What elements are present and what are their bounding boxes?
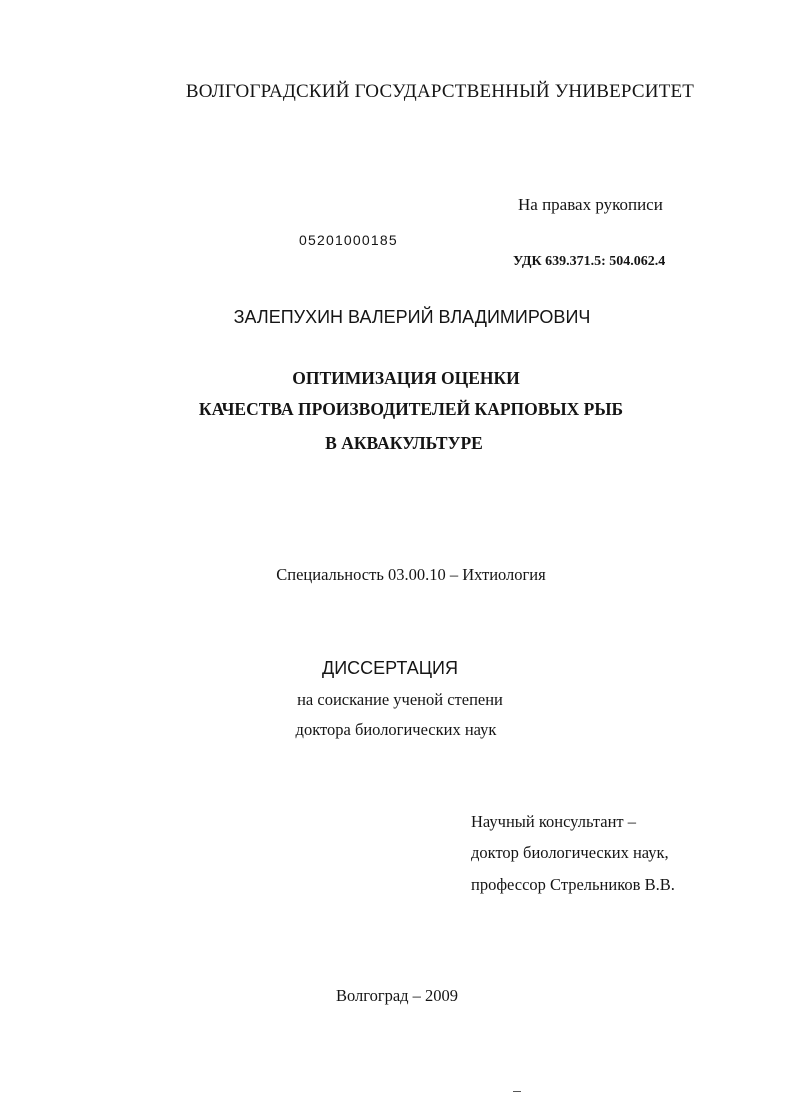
university-name: ВОЛГОГРАДСКИЙ ГОСУДАРСТВЕННЫЙ УНИВЕРСИТЕТ bbox=[185, 81, 695, 102]
scan-artifact bbox=[513, 1091, 521, 1092]
author-name: ЗАЛЕПУХИН ВАЛЕРИЙ ВЛАДИМИРОВИЧ bbox=[233, 307, 591, 327]
dissertation-title-line-3: В АКВАКУЛЬТУРЕ bbox=[325, 433, 483, 453]
city-year: Волгоград – 2009 bbox=[335, 986, 459, 1005]
manuscript-rights-note: На правах рукописи bbox=[518, 195, 663, 214]
consultant-line-2: доктор биологических наук, bbox=[471, 843, 669, 862]
dissertation-label: ДИССЕРТАЦИЯ bbox=[322, 658, 458, 678]
udk-code: УДК 639.371.5: 504.062.4 bbox=[513, 254, 666, 269]
degree-line-1: на соискание ученой степени bbox=[297, 690, 503, 709]
document-number-stamp: 05201000185 bbox=[299, 232, 398, 248]
specialty-line: Специальность 03.00.10 – Ихтиология bbox=[276, 565, 546, 584]
consultant-line-3: профессор Стрельников В.В. bbox=[471, 875, 675, 894]
consultant-line-1: Научный консультант – bbox=[471, 812, 636, 831]
degree-line-2: доктора биологических наук bbox=[295, 720, 497, 739]
dissertation-title-line-2: КАЧЕСТВА ПРОИЗВОДИТЕЛЕЙ КАРПОВЫХ РЫБ bbox=[198, 399, 624, 419]
dissertation-title-line-1: ОПТИМИЗАЦИЯ ОЦЕНКИ bbox=[292, 368, 520, 388]
